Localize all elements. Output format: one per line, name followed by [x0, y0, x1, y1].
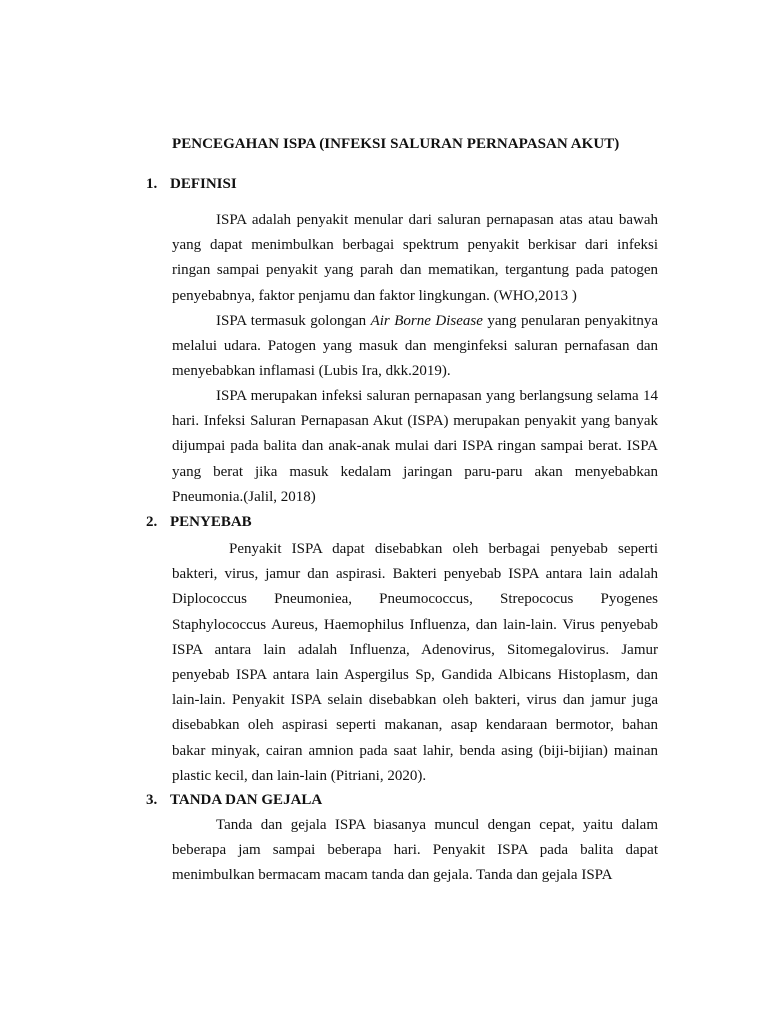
- document-title: PENCEGAHAN ISPA (INFEKSI SALURAN PERNAPASAN AKUT): [172, 136, 620, 152]
- paragraph-definisi-3: ISPA merupakan infeksi saluran pernapasan yang berlangsung selama 14 hari. Infeksi Saluran Pernapasan Akut (ISPA) merupakan penyakit yang banyak dijumpai pada balita dan anak-anak mulai dari ISPA ringan sampai berat. ISPA yang berat jika masuk kedalam jaringan paru-paru akan menyebabkan Pneumonia.(Jalil, 2018): [172, 388, 658, 505]
- section-number: 1.: [146, 176, 158, 192]
- section-heading-penyebab: [146, 514, 252, 531]
- paragraph-tanda-gejala-1: Tanda dan gejala ISPA biasanya muncul dengan cepat, yaitu dalam beberapa jam sampai beberapa hari. Penyakit ISPA pada balita dapat menimbulkan bermacam macam tanda dan gejala. Tanda dan gejala ISPA: [172, 817, 658, 884]
- section-title: TANDA DAN GEJALA: [170, 792, 323, 808]
- paragraph-definisi-2: [172, 309, 658, 385]
- paragraph-text: yang penularan penyakitnya melalui udara. Patogen yang masuk dan menginfeksi saluran pernafasan dan menyebabkan inflamasi (Lubis Ira, dkk.2019).: [172, 313, 658, 380]
- section-heading-definisi: [146, 176, 237, 193]
- section-title: PENYEBAB: [170, 514, 252, 530]
- section-number: 3.: [146, 792, 158, 808]
- paragraph-penyebab-1: Penyakit ISPA dapat disebabkan oleh berbagai penyebab seperti bakteri, virus, jamur dan aspirasi. Bakteri penyebab ISPA antara lain adalah Diplococcus Pneumoniea, Pneumococcus, Strepococus Pyogenes Staphylococcus Aureus, Haemophilus Influenza, dan lain-lain. Virus penyebab ISPA antara lain adalah Influenza, Adenovirus, Sitomegalovirus. Jamur penyebab ISPA antara lain Aspergilus Sp, Gandida Albicans Histoplasm, dan lain-lain. Penyakit ISPA selain disebabkan oleh bakteri, virus dan jamur juga disebabkan oleh aspirasi seperti makanan, asap kendaraan bermotor, bahan bakar minyak, cairan amnion pada saat lahir, benda asing (biji-bijian) mainan plastic kecil, dan lain-lain (Pitriani, 2020).: [172, 541, 658, 784]
- italic-term: Air Borne Disease: [370, 313, 483, 329]
- paragraph-text: ISPA termasuk golongan: [216, 313, 371, 329]
- section-number: 2.: [146, 514, 158, 530]
- section-heading-tanda-gejala: [146, 792, 322, 809]
- section-title: DEFINISI: [170, 176, 237, 192]
- paragraph-definisi-1: ISPA adalah penyakit menular dari saluran pernapasan atas atau bawah yang dapat menimbulkan berbagai spektrum penyakit berkisar dari infeksi ringan sampai penyakit yang parah dan mematikan, tergantung pada patogen penyebabnya, faktor penjamu dan faktor lingkungan. (WHO,2013 ): [172, 212, 658, 304]
